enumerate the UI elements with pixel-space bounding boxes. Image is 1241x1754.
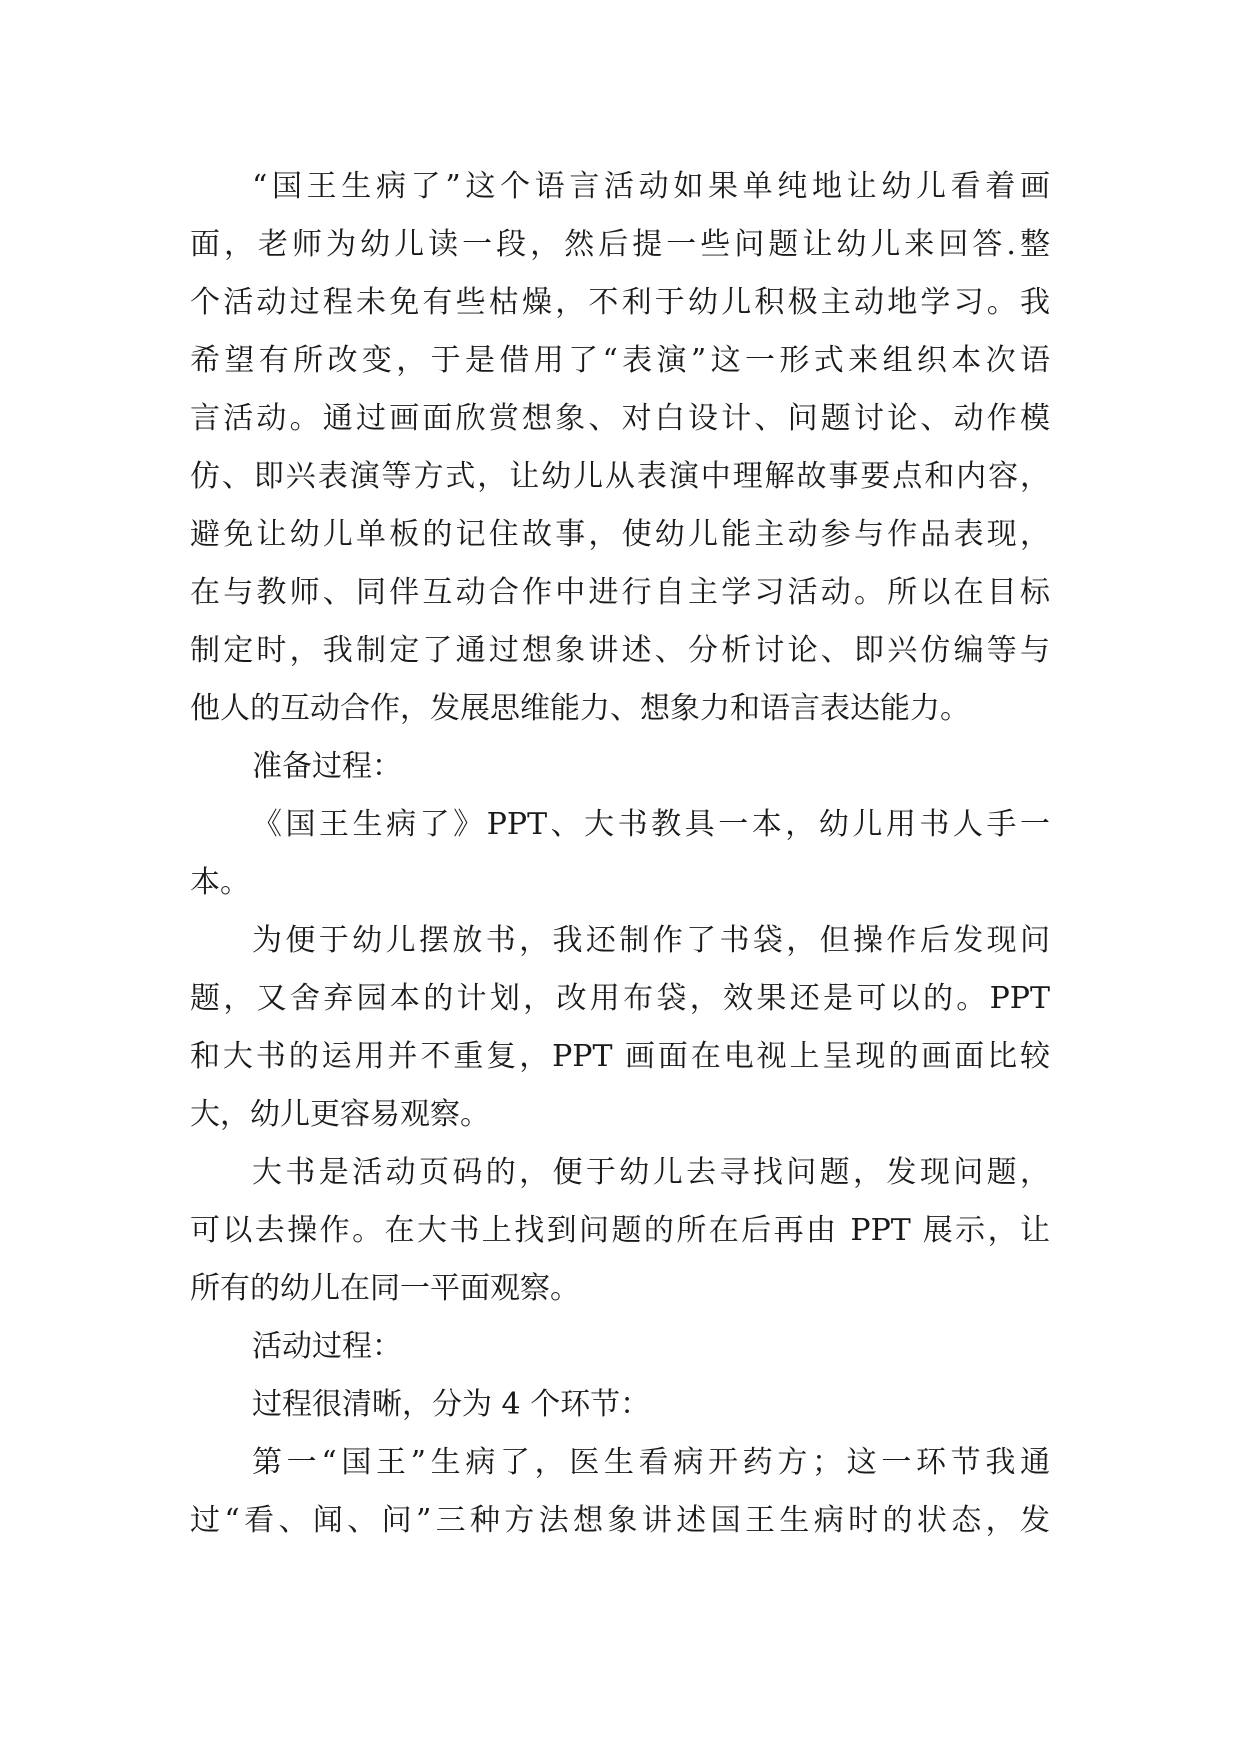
text-line: 仿、即兴表演等方式，让幼儿从表演中理解故事要点和内容， <box>190 459 1050 494</box>
text-line: 个活动过程未免有些枯燥，不利于幼儿积极主动地学习。我 <box>190 285 1050 320</box>
document-body <box>190 158 1050 1550</box>
text-line: 为便于幼儿摆放书，我还制作了书袋，但操作后发现问 <box>252 923 1050 958</box>
text-line: 避免让幼儿单板的记住故事，使幼儿能主动参与作品表现， <box>190 517 1050 552</box>
text-line: 希望有所改变，于是借用了“表演”这一形式来组织本次语 <box>190 343 1050 378</box>
text-line: 过程很清晰，分为 4 个环节： <box>252 1387 651 1422</box>
text-line: 言活动。通过画面欣赏想象、对白设计、问题讨论、动作模 <box>190 401 1050 436</box>
text-line: 所有的幼儿在同一平面观察。 <box>190 1271 580 1306</box>
text-line: 准备过程： <box>252 749 402 784</box>
text-line: 《国王生病了》PPT、大书教具一本，幼儿用书人手一 <box>252 807 1050 842</box>
text-line: 题，又舍弃园本的计划，改用布袋，效果还是可以的。PPT <box>190 981 1050 1016</box>
text-line: 第一“国王”生病了，医生看病开药方；这一环节我通 <box>252 1445 1050 1480</box>
text-line: 可以去操作。在大书上找到问题的所在后再由 PPT 展示，让 <box>190 1213 1050 1248</box>
text-line: 大书是活动页码的，便于幼儿去寻找问题，发现问题， <box>252 1155 1050 1190</box>
text-line: 活动过程： <box>252 1329 402 1364</box>
text-line: “国王生病了”这个语言活动如果单纯地让幼儿看着画 <box>252 169 1050 204</box>
text-line: 面，老师为幼儿读一段，然后提一些问题让幼儿来回答.整 <box>190 227 1050 262</box>
text-line: 和大书的运用并不重复，PPT 画面在电视上呈现的画面比较 <box>190 1039 1050 1074</box>
text-line: 制定时，我制定了通过想象讲述、分析讨论、即兴仿编等与 <box>190 633 1050 668</box>
text-line: 他人的互动合作，发展思维能力、想象力和语言表达能力。 <box>190 691 970 726</box>
text-line: 在与教师、同伴互动合作中进行自主学习活动。所以在目标 <box>190 575 1050 610</box>
text-line: 本。 <box>190 865 250 900</box>
text-line: 过“看、闻、问”三种方法想象讲述国王生病时的状态，发 <box>190 1503 1050 1538</box>
text-line: 大，幼儿更容易观察。 <box>190 1097 490 1132</box>
